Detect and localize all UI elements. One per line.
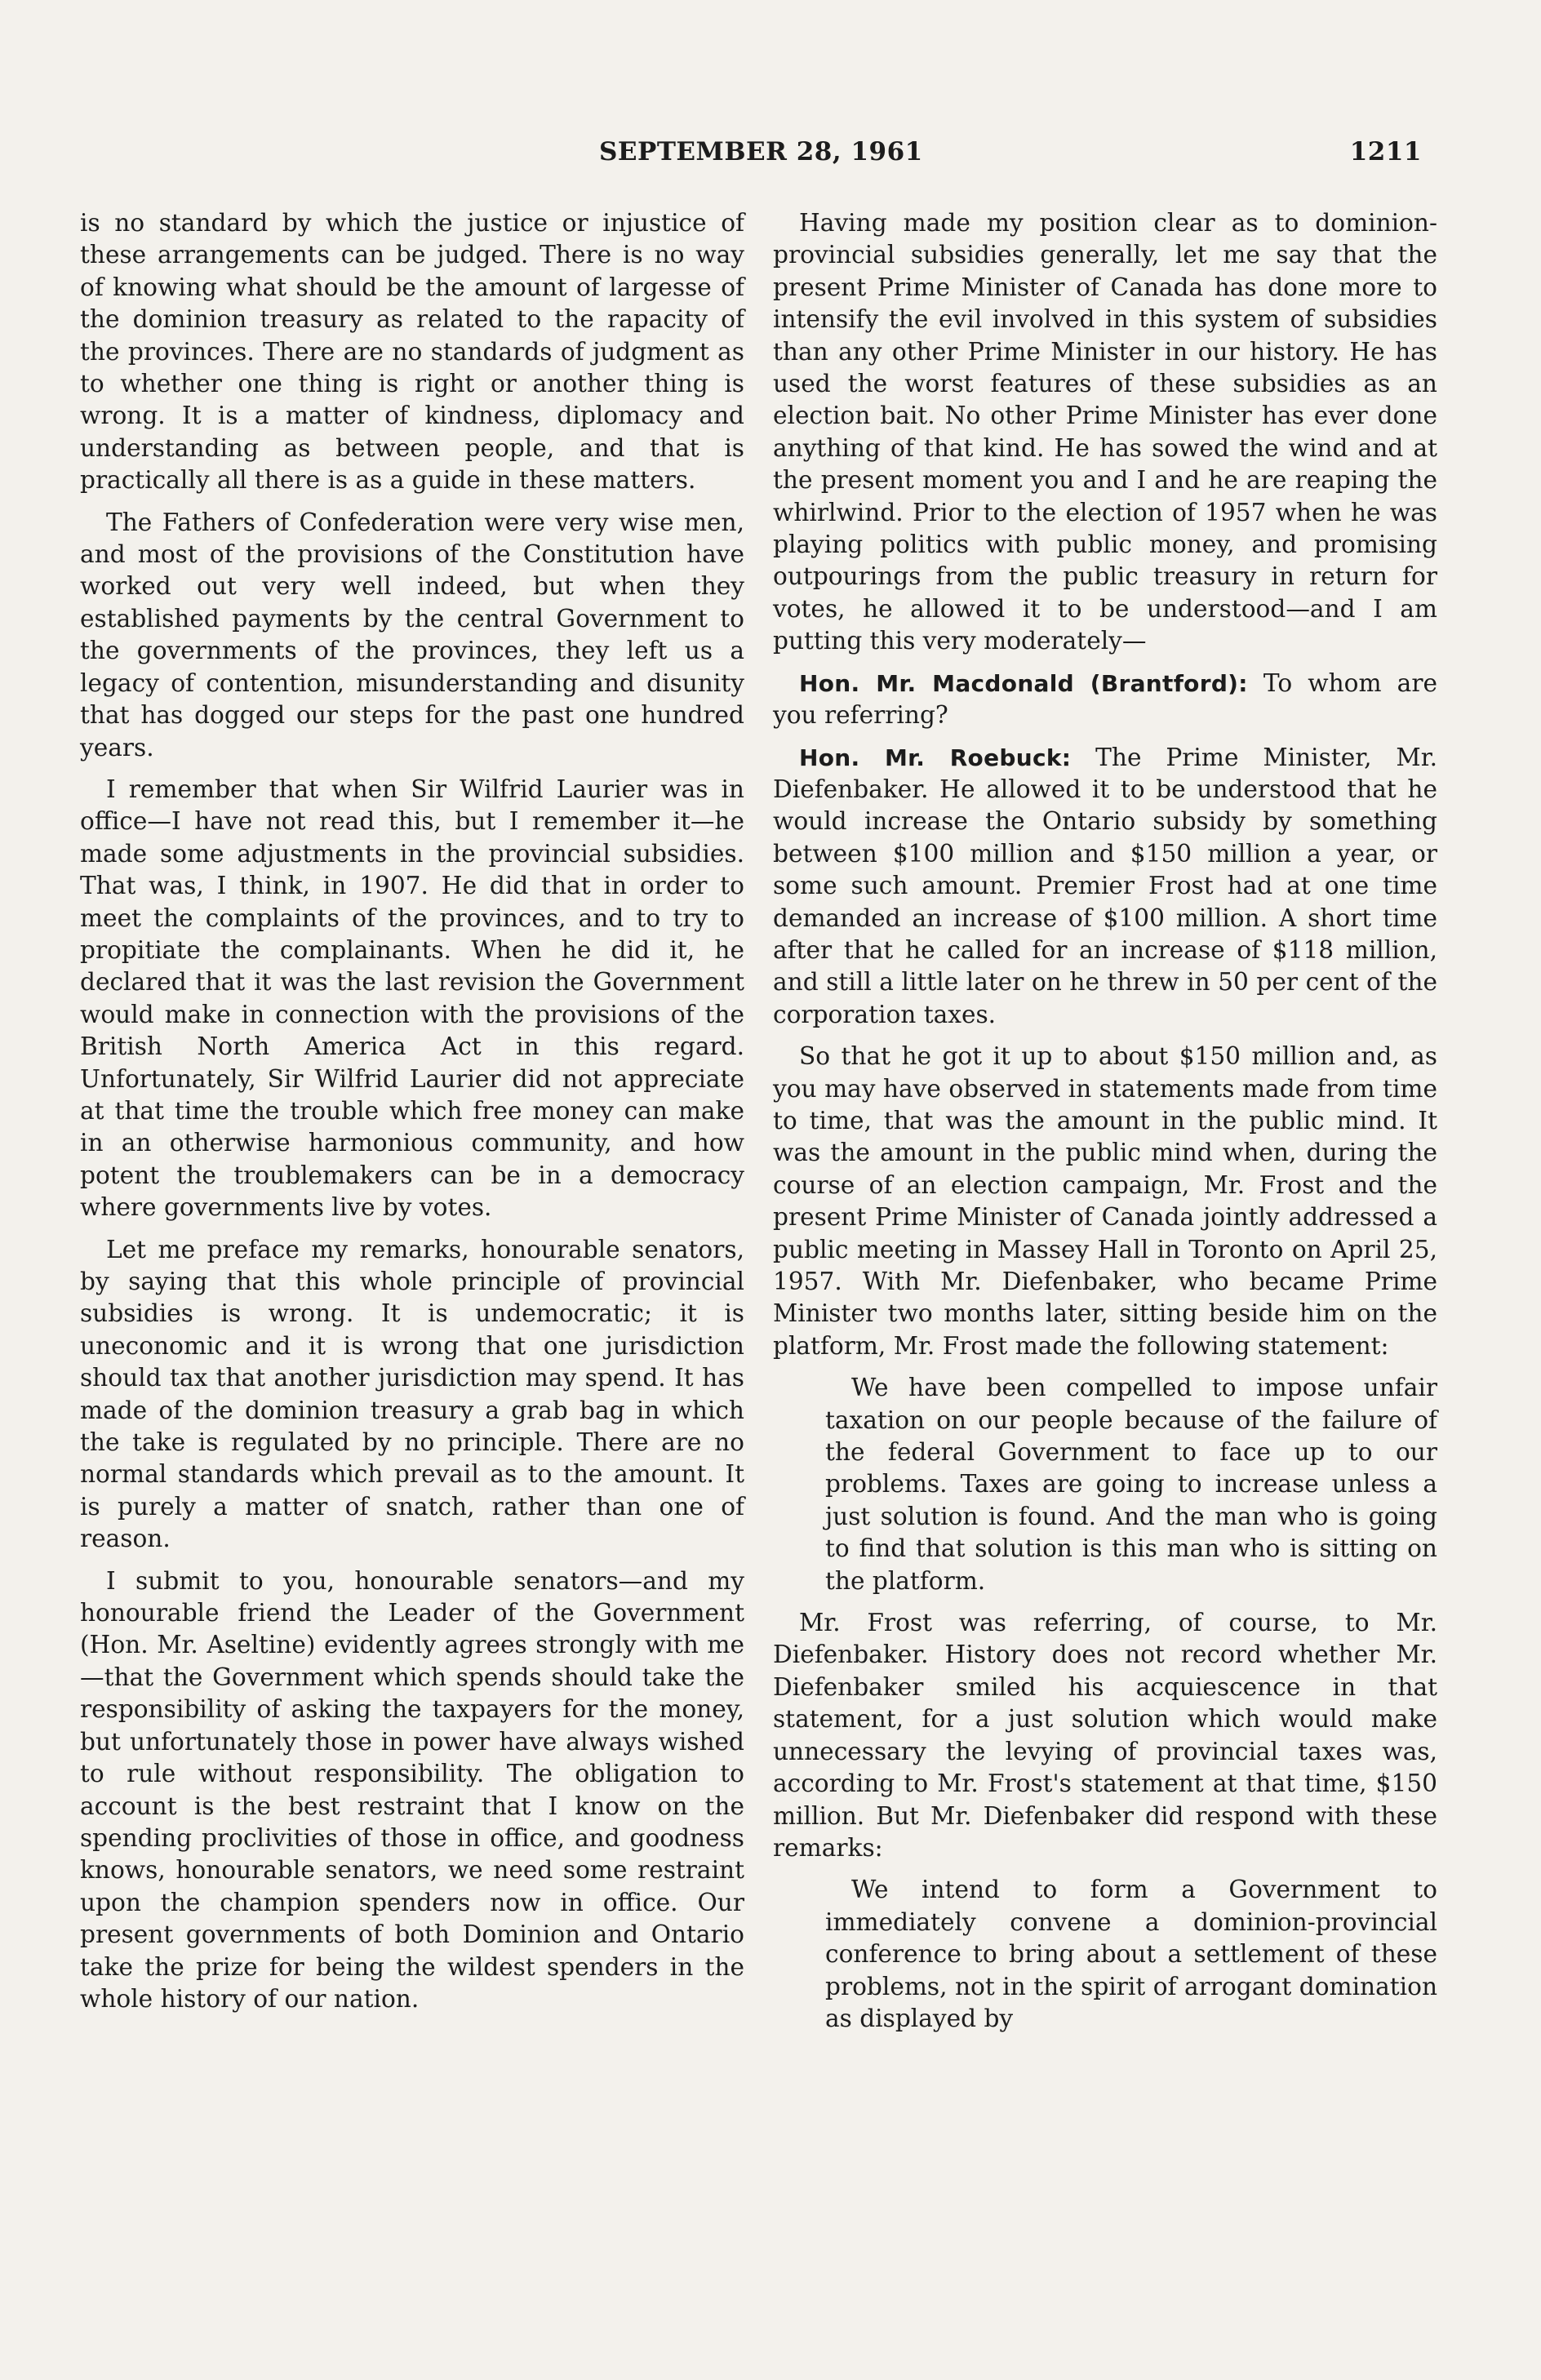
page-number: 1211 [1349,137,1422,167]
left-column [80,207,744,2025]
paragraph: The Fathers of Confederation were very wise men, and most of the provisions of the Constitution have worked out very well indeed, but when they established payments by the central Government to the governments of the provinces, they left us a legacy of contention, misunderstanding and disunity that has dogged our steps for the past one hundred years. [80,508,744,762]
page-date: SEPTEMBER 28, 1961 [599,137,923,167]
page-header [80,137,1422,176]
paragraph: Let me preface my remarks, honourable senators, by saying that this whole principle of provincial subsidies is wrong. It is undemocratic; it is uneconomic and it is wrong that one jurisdiction should tax that another jurisdiction may spend. It has made of the dominion treasury a grab bag in which the take is regulated by no principle. There are no normal standards which prevail as to the amount. It is purely a matter of snatch, rather than one of reason. [80,1235,744,1553]
speech-paragraph [773,742,1437,1032]
speech-text: The Prime Minister, Mr. Diefenbaker. He allowed it to be understood that he would increase the Ontario subsidy by something between $100 million and $150 million a year, or some such amount. Premier Frost had at one time demanded an increase of $100 million. A short time after that he called for an increase of $118 million, and still a little later on he threw in 50 per cent of the corporation taxes. [773,743,1437,1028]
paragraph: Having made my position clear as to dominion-provincial subsidies generally, let me say that the present Prime Minister of Canada has done more to intensify the evil involved in this system of subsidies than any other Prime Minister in our history. He has used the worst features of these subsidies as an election bait. No other Prime Minister has ever done anything of that kind. He has sowed the wind and at the present moment you and I and he are reaping the whirlwind. Prior to the election of 1957 when he was playing politics with public money, and promising outpourings from the public treasury in return for votes, he allowed it to be understood—and I am putting this very moderately— [773,209,1437,655]
paragraph: I remember that when Sir Wilfrid Laurier was in office—I have not read this, but I remember it—he made some adjustments in the provincial subsidies. That was, I think, in 1907. He did that in order to meet the complaints of the provinces, and to try to propitiate the complainants. When he did it, he declared that it was the last revision the Government would make in connection with the provisions of the British North America Act in this regard. Unfortunately, Sir Wilfrid Laurier did not appreciate at that time the trouble which free money can make in an otherwise harmonious community, and how potent the troublemakers can be in a democracy where governments live by votes. [80,775,744,1222]
paragraph: Mr. Frost was referring, of course, to Mr. Diefenbaker. History does not record whether Mr. Diefenbaker smiled his acquiescence in that statement, for a just solution which would make unnecessary the levying of provincial taxes was, according to Mr. Frost's statement at that time, $150 million. But Mr. Diefenbaker did respond with these remarks: [773,1609,1437,1862]
speech-paragraph [773,668,1437,732]
speaker-name: Hon. Mr. Macdonald (Brantford): [799,669,1248,697]
paragraph: I submit to you, honourable senators—and my honourable friend the Leader of the Government (Hon. Mr. Aseltine) evidently agrees strongly with me—that the Government which spends should take the responsibility of asking the taxpayers for the money, but unfortunately those in power have always wished to rule without responsibility. The obligation to account is the best restraint that I know on the spending proclivities of those in office, and goodness knows, honourable senators, we need some restraint upon the champion spenders now in office. Our present governments of both Dominion and Ontario take the prize for being the wildest spenders in the whole history of our nation. [80,1566,744,2013]
speech-text: To whom are you referring? [773,668,1437,730]
speaker-name: Hon. Mr. Roebuck: [799,744,1072,771]
paragraph: So that he got it up to about $150 million and, as you may have observed in statements made from time to time, that was the amount in the public mind. It was the amount in the public mind when, during the course of an election campaign, Mr. Frost and the present Prime Minister of Canada jointly addressed a public meeting in Massey Hall in Toronto on April 25, 1957. With Mr. Diefenbaker, who became Prime Minister two months later, sitting beside him on the platform, Mr. Frost made the following statement: [773,1042,1437,1360]
block-quote: We have been compelled to impose unfair taxation on our people because of the failure of the federal Government to face up to our problems. Taxes are going to increase unless a just solution is found. And the man who is going to find that solution is this man who is sitting on the platform. [825,1374,1437,1595]
right-column [773,207,1437,2045]
block-quote: We intend to form a Government to immediately convene a dominion-provincial conference to bring about a settlement of these problems, not in the spirit of arrogant domination as displayed by [825,1876,1437,2032]
paragraph: is no standard by which the justice or injustice of these arrangements can be judged. There is no way of knowing what should be the amount of largesse of the dominion treasury as related to the rapacity of the provinces. There are no standards of judgment as to whether one thing is right or another thing is wrong. It is a matter of kindness, diplomacy and understanding as between people, and that is practically all there is as a guide in these matters. [80,209,744,495]
